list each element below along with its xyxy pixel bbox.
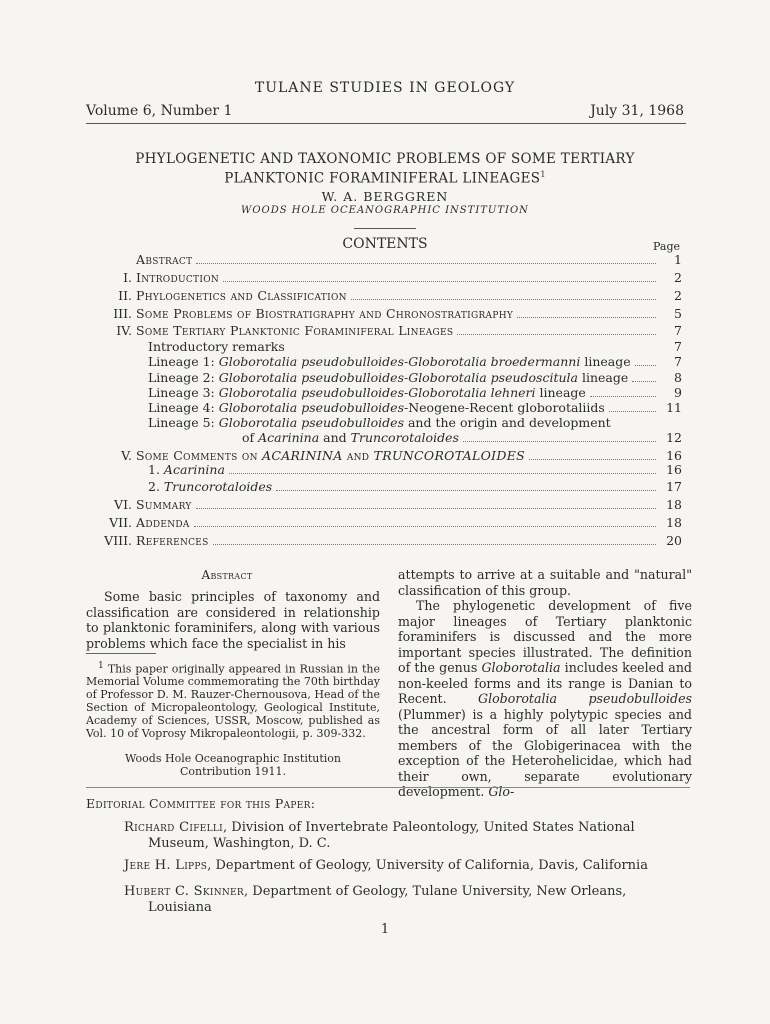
toc-entry-title: Introduction <box>136 270 220 285</box>
toc-entry-title: Some Tertiary Planktonic Foraminiferal Lineages <box>136 323 454 338</box>
journal-title: TULANE STUDIES IN GEOLOGY <box>254 80 516 96</box>
toc-entry-title: Some Problems of Biostratigraphy and Chronostratigraphy <box>136 306 514 321</box>
toc-entry-title: Phylogenetics and Classification <box>136 288 347 303</box>
toc-entry <box>109 515 682 530</box>
toc-entry-page: 5 <box>674 306 682 321</box>
toc-entry <box>148 339 682 354</box>
footnote <box>86 660 380 740</box>
toc-entry-title: Lineage 1: Globorotalia pseudobulloides-Globorotalia broedermanni lineage <box>148 354 631 369</box>
toc-entry <box>148 370 682 385</box>
committee-member <box>124 884 690 916</box>
toc-entry-title: Addenda <box>136 515 190 530</box>
title-footnote-mark: 1 <box>540 170 546 179</box>
member-name: Hubert C. Skinner <box>124 884 244 899</box>
toc-entry <box>148 462 682 477</box>
toc-entry-number: VIII. <box>104 533 132 548</box>
toc-entry-number: VI. <box>114 497 132 512</box>
member-affiliation-continued: Museum, Washington, D. C. <box>148 836 331 851</box>
member-name: Richard Cifelli <box>124 820 224 835</box>
committee-rule <box>86 787 690 788</box>
toc-entry <box>148 415 682 430</box>
toc-entry-title: 1. Acarinina <box>148 462 225 477</box>
contribution-line-2: Contribution 1911. <box>179 765 287 778</box>
toc-entry <box>148 400 682 415</box>
author-name: W. A. BERGGREN <box>321 189 449 204</box>
member-name: Jere H. Lipps <box>124 858 208 873</box>
toc-entry-title: Lineage 3: Globorotalia pseudobulloides-Globorotalia lehneri lineage <box>148 385 586 400</box>
member-affiliation: , Department of Geology, University of California, Davis, California <box>207 858 648 873</box>
toc-entry-page: 1 <box>674 252 682 267</box>
toc-entry <box>116 323 682 338</box>
author-affiliation: WOODS HOLE OCEANOGRAPHIC INSTITUTION <box>241 205 529 216</box>
abstract-body <box>86 589 380 651</box>
toc-entry <box>148 385 682 400</box>
toc-entry-page: 16 <box>666 462 682 477</box>
toc-entry-title: of Acarinina and Truncorotaloides <box>242 430 459 445</box>
toc-entry-number: I. <box>123 270 132 285</box>
toc-entry-title: Abstract <box>136 252 193 267</box>
toc-entry-title: Summary <box>136 497 192 512</box>
footnote-rule <box>86 653 156 654</box>
publication-date: July 31, 1968 <box>590 103 684 119</box>
toc-entry <box>118 288 682 303</box>
member-affiliation: , Department of Geology, Tulane University, New Orleans, <box>244 884 627 899</box>
abstract-paragraph: Some basic principles of taxonomy and classification are considered in relationship to planktonic foraminifers, along with various problems which face the specialist in his <box>86 589 380 651</box>
volume-number: Volume 6, Number 1 <box>86 103 233 119</box>
contents-rule <box>354 228 416 229</box>
title-line-2-text: PLANKTONIC FORAMINIFERAL LINEAGES <box>224 170 541 187</box>
toc-entry <box>148 354 682 369</box>
toc-entry-page: 18 <box>666 515 682 530</box>
toc-entry-page: 16 <box>666 448 682 463</box>
toc-entry-number: VII. <box>109 515 132 530</box>
toc-entry-page: 2 <box>674 270 682 285</box>
committee-member <box>124 820 690 852</box>
abstract-continuation <box>398 567 692 800</box>
committee-heading: Editorial Committee for this Paper: <box>86 796 316 811</box>
toc-entry <box>148 479 682 494</box>
contribution-note <box>86 752 380 778</box>
abstract-heading: Abstract <box>201 568 253 582</box>
toc-entry-number: II. <box>118 288 132 303</box>
toc-entry-page: 20 <box>666 533 682 548</box>
toc-entry-title: Lineage 4: Globorotalia pseudobulloides-Neogene-Recent globorotaliids <box>148 400 605 415</box>
title-line-2 <box>0 167 770 187</box>
member-affiliation: , Division of Invertebrate Paleontology, United States National <box>223 820 635 835</box>
toc-entry <box>113 306 682 321</box>
toc-entry-number: IV. <box>116 323 132 338</box>
toc-entry <box>123 270 682 285</box>
toc-entry-page: 18 <box>666 497 682 512</box>
abstract-continuation-p2: The phylogenetic development of five major lineages of Tertiary planktonic foraminifers is discussed and the more important species illustrated. The definition of the genus Globorotalia includes keeled and non-keeled forms and its range is Danian to Recent. Globorotalia pseudobulloides (Plummer) is a highly polytypic species and the ancestral form of all later Tertiary members of the Globigerinacea with the exception of the Heterohelicidae, which had their own, separate evolutionary development. Glo- <box>398 598 692 799</box>
toc-entry <box>121 448 682 463</box>
contribution-line-1: Woods Hole Oceanographic Institution <box>124 752 341 765</box>
page-number: 1 <box>380 922 390 937</box>
toc-entry-page: 8 <box>674 370 682 385</box>
footnote-text <box>86 660 380 740</box>
toc-entry-title: 2. Truncorotaloides <box>148 479 273 494</box>
toc-entry-page: 9 <box>674 385 682 400</box>
header-rule <box>86 123 686 124</box>
committee-member <box>124 858 690 874</box>
article-title <box>0 152 770 187</box>
toc-entry-title: Introductory remarks <box>148 339 285 354</box>
toc-entry-page: 11 <box>666 400 682 415</box>
toc-entry-number: III. <box>113 306 132 321</box>
toc-entry-title: Lineage 2: Globorotalia pseudobulloides-Globorotalia pseudoscitula lineage <box>148 370 629 385</box>
toc-entry <box>104 533 682 548</box>
member-affiliation-continued: Louisiana <box>148 900 212 915</box>
contents-page-label: Page <box>653 240 681 253</box>
toc-entry-page: 12 <box>666 430 682 445</box>
toc-entry-page: 7 <box>674 339 682 354</box>
toc-entry-page: 17 <box>666 479 682 494</box>
toc-entry-page: 2 <box>674 288 682 303</box>
abstract-continuation-p1: attempts to arrive at a suitable and "natural" classification of this group. <box>398 567 692 598</box>
toc-entry-title: Lineage 5: Globorotalia pseudobulloides and the origin and development <box>148 415 611 430</box>
contents-heading: CONTENTS <box>342 236 428 252</box>
footnote-mark: 1 <box>98 660 104 671</box>
toc-entry <box>136 252 682 267</box>
title-line-1: PHYLOGENETIC AND TAXONOMIC PROBLEMS OF SOME TERTIARY <box>135 151 635 167</box>
toc-entry-title: References <box>136 533 209 548</box>
toc-entry-title: Some Comments on ACARININA and TRUNCOROTALOIDES <box>136 448 525 463</box>
footnote-body: This paper originally appeared in Russian in the Memorial Volume commemorating the 70th birthday of Professor D. M. Rauzer-Chernousova, Head of the Section of Micropaleontology, Geological Institute, Academy of Sciences, USSR, Moscow, published as Vol. 10 of Voprosy Mikropaleontologii, p. 309-332. <box>86 662 381 740</box>
toc-entry-page: 7 <box>674 323 682 338</box>
toc-entry <box>114 497 682 512</box>
toc-entry <box>242 430 682 445</box>
toc-entry-page: 7 <box>674 354 682 369</box>
toc-entry-number: V. <box>121 448 132 463</box>
